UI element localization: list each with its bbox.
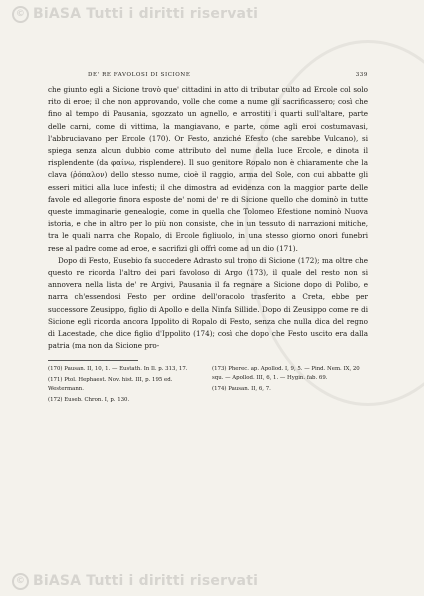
footnote-171: (171) Ptol. Hephaest. Nov. hist. III, p. 195 ed. Westermann. — [48, 377, 173, 393]
book-page — [48, 72, 368, 409]
footnote-174: (174) Pausan. II, 6, 7. — [212, 386, 271, 393]
library-seal-lettering — [370, 40, 424, 400]
copyright-icon: © — [12, 6, 29, 23]
copyright-icon: © — [12, 573, 29, 590]
footnote-172: (172) Euseb. Chron. I, p. 130. — [48, 396, 130, 403]
running-header — [88, 72, 368, 78]
watermark-top-text: BiASA Tutti i diritti riservati — [33, 6, 259, 22]
running-title: DE' RE FAVOLOSI DI SICIONE — [88, 72, 191, 78]
footnote-173: (173) Pherec. ap. Apollod. I, 9, 5. — Pind. Nem. IX, 20 squ. — Apollod. III, 6, 1. — Hygin. fab. 69. — [212, 366, 360, 382]
paragraph-1: che giunto egli a Sicione trovò que' cittadini in atto di tributar culto ad Ercole col solo rito di eroe; il che non approvando, volle che come a nume gli sacrificassero; così che fino al tempo di Pausania, sgozzato un agnello, e arrostiti i quarti sull'altare, parte delle carni, come di vittima, la mangiavano, e parte, come agli eroi costumavasi, l'abbruciavano per Ercole (170). Or Festo, anziché Efesto (che sarebbe Vulcano), si spiega senza alcun dubbio come attributo del nume della luce Ercole, e dinota il risplendente (da φαίνω, risplendere). Il suo genitore Ropalo non è chiaramente che la clava (ῥόπαλον) dello stesso nume, cioè il raggio, arma del Sole, con cui abbatte gli esseri mitici alla luce infesti; il che dimostra ad evidenza con la maggior parte delle favole ed allegorie finora esposte de' nomi de' re di Sicione quello che dominò in tutte queste immaginarie genealogie, come in quella che Tolomeo Efestione nominò Nuova istoria, e che in altro per lo più non consiste, che in un tessuto di narrazioni mitiche, tra le quali narra che Ropalo, di Ercole figliuolo, in una stesso giorno onori funebri rese al padre come ad eroe, e sacrifizi gli offrì come ad un dio (171). — [48, 85, 368, 253]
footnote-170: (170) Pausan. II, 10, 1. — Eustath. In Il. p. 313, 17. — [48, 366, 188, 373]
paragraph-2: Dopo di Festo, Eusebio fa succedere Adrasto sul trono di Sicione (172); ma oltre che questo re ricorda l'altro dei pari favoloso di Argo (173), il quale del resto non si annovera nella lista de' re Argivi, Pausania il fa regnare a Sicione dopo di Polibo, e narra ch'essendosi Festo per ordine dell'oracolo trasferito a Creta, ebbe per successore Zeusippo, figlio di Apollo e della Ninfa Sillide. Dopo di Zeusippo come re di Sicione egli ricorda ancora Ippolito di Ropalo di Festo, senza che nulla dica del regno di Lacestade, che dice figlio d'Ippolito (174); così che dopo che Festo uscito era dalla patria (ma non da Sicione pro- — [48, 255, 368, 351]
watermark-bottom-text: BiASA Tutti i diritti riservati — [33, 573, 259, 589]
footnote-divider — [48, 360, 138, 361]
watermark-top — [0, 4, 424, 24]
footnotes — [48, 365, 368, 408]
watermark-bottom — [0, 571, 424, 591]
page-number: 339 — [355, 72, 368, 78]
